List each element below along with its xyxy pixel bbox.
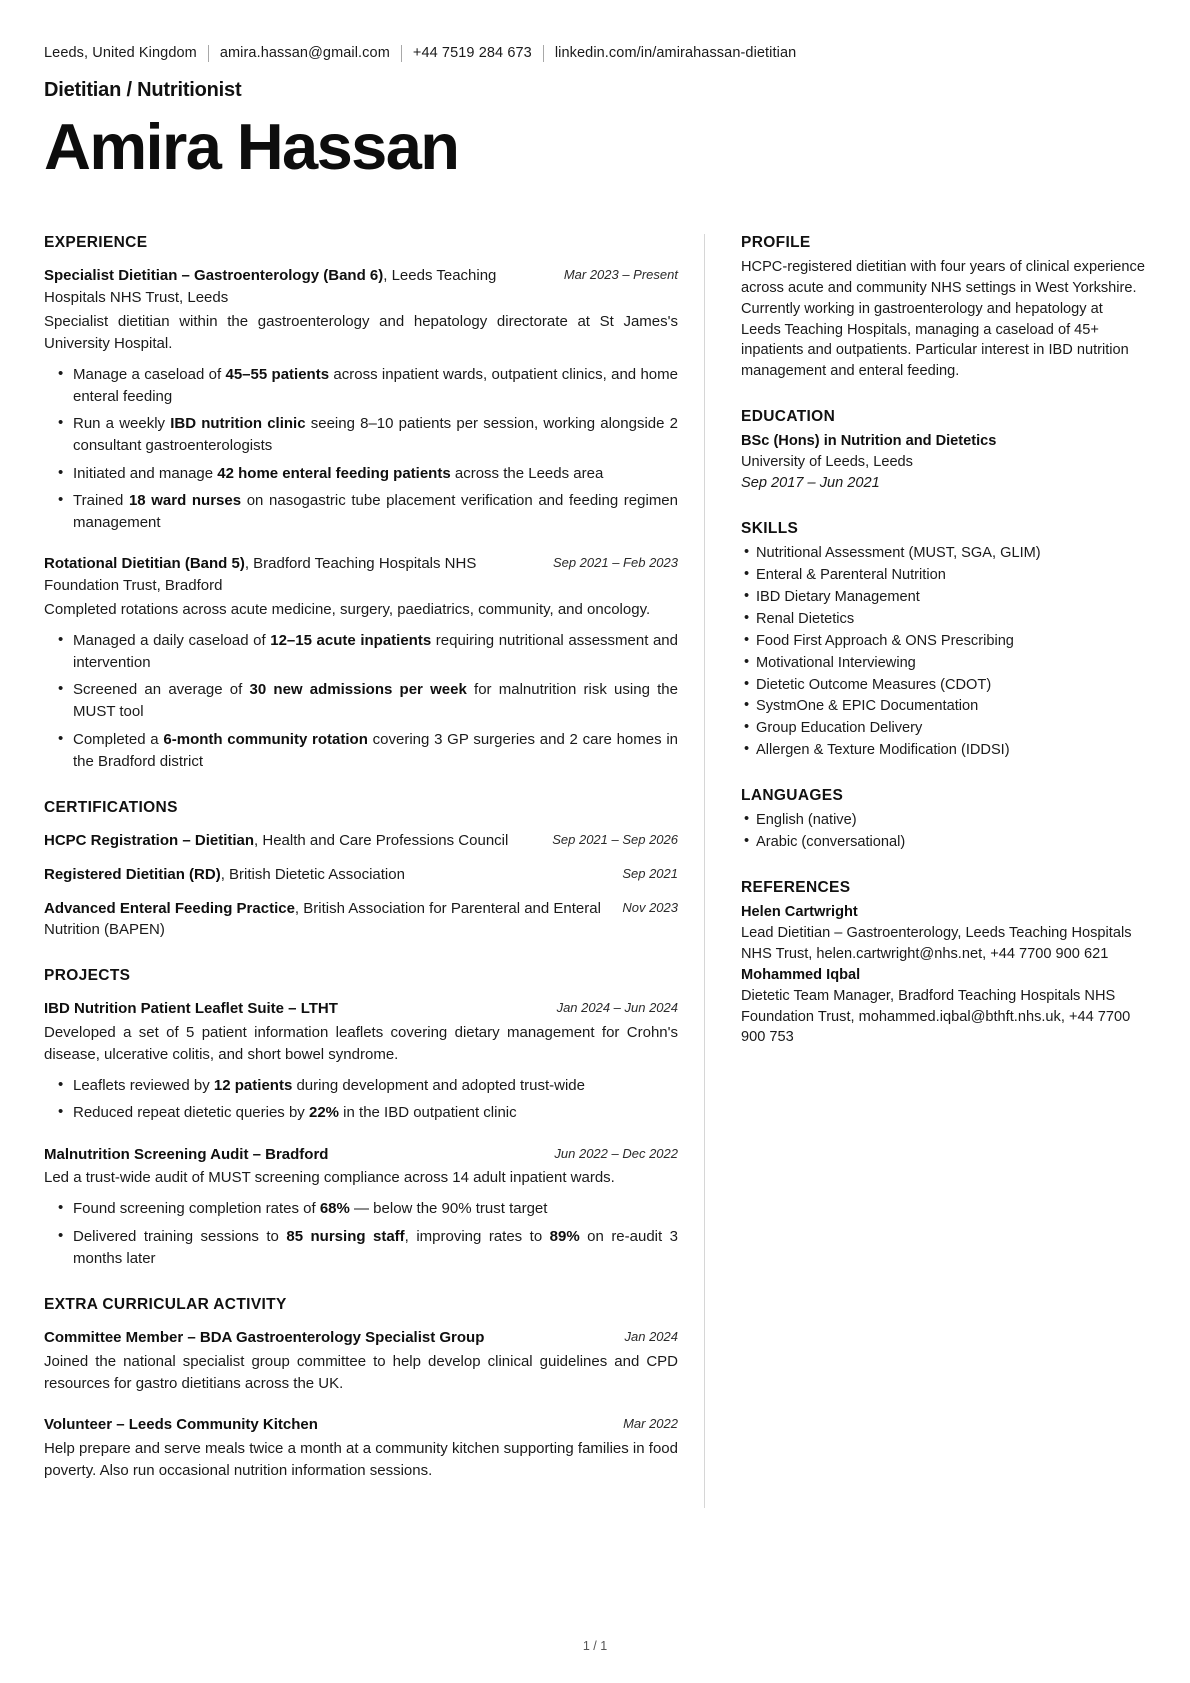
contact-divider bbox=[208, 45, 209, 62]
section-heading-certifications: CERTIFICATIONS bbox=[44, 799, 178, 817]
bullet-post: in the IBD outpatient clinic bbox=[339, 1104, 517, 1122]
bullet-pre: Leaflets reviewed by bbox=[73, 1077, 214, 1095]
section-languages bbox=[741, 787, 1146, 853]
list-item: • English (native) bbox=[756, 810, 1146, 831]
list-item: • Nutritional Assessment (MUST, SGA, GLIM) bbox=[756, 543, 1146, 564]
bullet-bold: 30 new admissions per week bbox=[249, 681, 467, 699]
list-item: • IBD Dietary Management bbox=[756, 587, 1146, 608]
entry-date: Sep 2021 – Feb 2023 bbox=[552, 555, 678, 571]
list-item bbox=[73, 413, 678, 457]
certification-entry bbox=[44, 864, 678, 886]
page-title: Amira Hassan bbox=[44, 109, 459, 183]
contact-divider bbox=[401, 45, 402, 62]
bullet-bold: 12 patients bbox=[213, 1077, 293, 1095]
list-item bbox=[73, 1226, 678, 1270]
entry-title-bold: Advanced Enteral Feeding Practice bbox=[44, 899, 295, 917]
entry-header bbox=[44, 998, 678, 1020]
list-item bbox=[73, 1102, 678, 1124]
reference-entry bbox=[741, 902, 1146, 965]
list-item bbox=[73, 490, 678, 534]
entry-bullet-list bbox=[44, 364, 678, 534]
section-profile bbox=[741, 234, 1146, 382]
bullet-pre: Managed a daily caseload of bbox=[73, 631, 271, 649]
project-entry bbox=[44, 1144, 678, 1271]
contact-location: Leeds, United Kingdom bbox=[44, 45, 197, 61]
entry-date: Jan 2024 bbox=[624, 1329, 678, 1345]
bullet-bold-2: 89% bbox=[549, 1227, 580, 1245]
extra-curricular-entry bbox=[44, 1414, 678, 1482]
project-entry bbox=[44, 998, 678, 1125]
entry-date: Mar 2022 bbox=[623, 1416, 678, 1432]
entry-bullet-list bbox=[44, 630, 678, 773]
section-extra-curricular bbox=[44, 1296, 678, 1482]
entry-title bbox=[44, 553, 541, 597]
section-education bbox=[741, 408, 1146, 494]
bullet-bold: 12–15 acute inpatients bbox=[270, 631, 432, 649]
job-role-title: Dietitian / Nutritionist bbox=[44, 78, 242, 101]
bullet-pre: Found screening completion rates of bbox=[73, 1200, 320, 1218]
list-item: • Group Education Delivery bbox=[756, 718, 1146, 739]
bullet-pre: Trained bbox=[73, 491, 129, 509]
entry-header bbox=[44, 553, 678, 597]
list-item bbox=[73, 364, 678, 408]
section-heading-skills: SKILLS bbox=[741, 520, 799, 538]
entry-title bbox=[44, 265, 552, 309]
resume-body bbox=[44, 234, 1146, 1508]
section-heading-education: EDUCATION bbox=[741, 408, 836, 426]
list-item bbox=[73, 630, 678, 674]
entry-date: Mar 2023 – Present bbox=[563, 267, 678, 283]
entry-header bbox=[44, 898, 678, 942]
entry-title bbox=[44, 864, 610, 886]
page-indicator: 1 / 1 bbox=[582, 1639, 608, 1653]
section-heading-experience: EXPERIENCE bbox=[44, 234, 148, 252]
entry-date: Jun 2022 – Dec 2022 bbox=[554, 1145, 678, 1161]
section-heading-projects: PROJECTS bbox=[44, 967, 131, 985]
education-degree: BSc (Hons) in Nutrition and Dietetics bbox=[741, 433, 997, 450]
list-item bbox=[73, 1198, 678, 1220]
bullet-bold: 22% bbox=[308, 1104, 340, 1122]
list-item bbox=[73, 729, 678, 773]
reference-entry bbox=[741, 965, 1146, 1049]
bullet-post: across the Leeds area bbox=[450, 464, 604, 482]
bullet-post: — below the 90% trust target bbox=[349, 1200, 548, 1218]
entry-title-bold: Volunteer – Leeds Community Kitchen bbox=[44, 1416, 318, 1434]
bullet-bold: 45–55 patients bbox=[225, 365, 330, 383]
list-item: • Arabic (conversational) bbox=[756, 832, 1146, 853]
bullet-pre: Reduced repeat dietetic queries by bbox=[73, 1104, 309, 1122]
entry-bullet-list bbox=[44, 1198, 678, 1270]
list-item bbox=[73, 679, 678, 723]
bullet-post: for malnutrition risk using the MUST tool bbox=[73, 681, 678, 721]
contact-line bbox=[44, 44, 1146, 63]
entry-title bbox=[44, 1144, 542, 1166]
entry-date: Jan 2024 – Jun 2024 bbox=[556, 1000, 678, 1016]
section-heading-profile: PROFILE bbox=[741, 234, 811, 252]
bullet-bold: 85 nursing staff bbox=[286, 1227, 405, 1245]
list-item: • Dietetic Outcome Measures (CDOT) bbox=[756, 675, 1146, 696]
entry-title-rest: , Health and Care Professions Council bbox=[254, 832, 509, 850]
entry-title bbox=[44, 998, 545, 1020]
experience-entry bbox=[44, 553, 678, 773]
entry-title-rest: , Bradford Teaching Hospitals NHS Foundation Trust, Bradford bbox=[44, 555, 477, 594]
entry-header bbox=[44, 1144, 678, 1166]
entry-description: Help prepare and serve meals twice a month at a community kitchen supporting families in food poverty. Also run occasional nutrition information sessions. bbox=[44, 1439, 678, 1480]
reference-detail: Lead Dietitian – Gastroenterology, Leeds Teaching Hospitals NHS Trust, helen.cartwright@nhs.net, +44 7700 900 621 bbox=[741, 924, 1132, 962]
extra-curricular-entry bbox=[44, 1327, 678, 1395]
entry-date: Nov 2023 bbox=[622, 899, 678, 915]
section-heading-languages: LANGUAGES bbox=[741, 786, 844, 804]
list-item: • Allergen & Texture Modification (IDDSI) bbox=[756, 740, 1146, 761]
education-dates: Sep 2017 – Jun 2021 bbox=[741, 475, 880, 492]
section-heading-extra-curricular: EXTRA CURRICULAR ACTIVITY bbox=[44, 1296, 287, 1314]
bullet-post: , improving rates to bbox=[404, 1227, 550, 1245]
entry-bullet-list bbox=[44, 1075, 678, 1124]
entry-title-bold: HCPC Registration – Dietitian bbox=[44, 832, 255, 850]
entry-description: Joined the national specialist group committee to help develop clinical guidelines and CPD resources for gastro dietitians across the UK. bbox=[44, 1352, 678, 1392]
reference-detail: Dietetic Team Manager, Bradford Teaching Hospitals NHS Foundation Trust, mohammed.iqbal@bthft.nhs.uk, +44 7700 900 753 bbox=[741, 987, 1131, 1046]
entry-title bbox=[44, 898, 610, 942]
entry-title bbox=[44, 830, 540, 852]
list-item bbox=[73, 463, 678, 485]
bullet-pre: Delivered training sessions to bbox=[73, 1227, 287, 1245]
entry-header bbox=[44, 830, 678, 852]
list-item: • Food First Approach & ONS Prescribing bbox=[756, 631, 1146, 652]
list-item bbox=[73, 1075, 678, 1097]
languages-list bbox=[741, 810, 1146, 853]
bullet-pre: Run a weekly bbox=[73, 415, 171, 433]
bullet-post: during development and adopted trust-wide bbox=[292, 1077, 585, 1095]
list-item: • Renal Dietetics bbox=[756, 609, 1146, 630]
bullet-post: requiring nutritional assessment and intervention bbox=[73, 631, 678, 672]
bullet-post: on nasogastric tube placement verification and feeding regimen management bbox=[73, 491, 678, 532]
section-heading-references: REFERENCES bbox=[741, 878, 851, 896]
entry-description: Led a trust-wide audit of MUST screening compliance across 14 adult inpatient wards. bbox=[44, 1169, 615, 1187]
bullet-pre: Screened an average of bbox=[73, 681, 250, 699]
section-experience bbox=[44, 234, 678, 773]
entry-title bbox=[44, 1327, 613, 1349]
entry-title-rest: , British Dietetic Association bbox=[220, 865, 405, 883]
entry-date: Sep 2021 – Sep 2026 bbox=[552, 832, 678, 848]
bullet-pre: Manage a caseload of bbox=[73, 365, 226, 383]
certification-entry bbox=[44, 898, 678, 942]
skills-list bbox=[741, 543, 1146, 761]
sidebar-column bbox=[705, 234, 1146, 1508]
section-references bbox=[741, 879, 1146, 1049]
entry-header bbox=[44, 1327, 678, 1349]
entry-title-bold: Rotational Dietitian (Band 5) bbox=[44, 555, 245, 573]
entry-title bbox=[44, 1414, 611, 1436]
reference-name: Mohammed Iqbal bbox=[741, 966, 861, 983]
entry-description: Developed a set of 5 patient information leaflets covering dietary management for Crohn's disease, ulcerative colitis, and short bowel syndrome. bbox=[44, 1023, 678, 1063]
bullet-post: covering 3 GP surgeries and 2 care homes in the Bradford district bbox=[73, 730, 679, 770]
education-institution: University of Leeds, Leeds bbox=[741, 454, 913, 471]
entry-title-bold: Malnutrition Screening Audit – Bradford bbox=[44, 1145, 329, 1163]
entry-date: Sep 2021 bbox=[622, 865, 678, 881]
bullet-post: across inpatient wards, outpatient clinics, and home enteral feeding bbox=[73, 365, 678, 406]
entry-description: Specialist dietitian within the gastroenterology and hepatology directorate at St James's University Hospital. bbox=[44, 312, 678, 352]
bullet-bold: 18 ward nurses bbox=[128, 491, 242, 509]
profile-text: HCPC-registered dietitian with four years of clinical experience across acute and community NHS settings in West Yorkshire. Currently working in gastroenterology and hepatology at Leeds Teaching Hospitals, managing a caseload of 45+ inpatients and outpatients. Particular interest in IBD nutrition management and enteral feeding. bbox=[741, 259, 1145, 380]
entry-title-bold: Committee Member – BDA Gastroenterology Specialist Group bbox=[44, 1329, 485, 1347]
experience-entry bbox=[44, 265, 678, 534]
contact-divider bbox=[543, 45, 544, 62]
contact-email[interactable]: amira.hassan@gmail.com bbox=[219, 45, 390, 61]
contact-linkedin[interactable]: linkedin.com/in/amirahassan-dietitian bbox=[554, 45, 797, 61]
bullet-bold: IBD nutrition clinic bbox=[170, 415, 306, 433]
reference-name: Helen Cartwright bbox=[741, 903, 858, 920]
list-item: • Motivational Interviewing bbox=[756, 653, 1146, 674]
entry-title-rest: , Leeds Teaching Hospitals NHS Trust, Leeds bbox=[44, 267, 497, 306]
contact-phone[interactable]: +44 7519 284 673 bbox=[412, 45, 532, 61]
entry-header bbox=[44, 1414, 678, 1436]
bullet-post-2: on re-audit 3 months later bbox=[73, 1227, 678, 1267]
bullet-post: seeing 8–10 patients per session, working alongside 2 consultant gastroenterologists bbox=[73, 415, 678, 455]
section-projects bbox=[44, 967, 678, 1270]
bullet-bold: 6-month community rotation bbox=[163, 730, 368, 748]
entry-header bbox=[44, 864, 678, 886]
section-skills bbox=[741, 520, 1146, 761]
section-certifications bbox=[44, 799, 678, 941]
entry-title-bold: Specialist Dietitian – Gastroenterology (Band 6) bbox=[44, 267, 384, 285]
entry-description: Completed rotations across acute medicine, surgery, paediatrics, community, and oncology. bbox=[44, 600, 651, 618]
certification-entry bbox=[44, 830, 678, 852]
bullet-bold: 68% bbox=[319, 1200, 350, 1218]
entry-title-bold: IBD Nutrition Patient Leaflet Suite – LTHT bbox=[44, 1000, 338, 1018]
entry-title-bold: Registered Dietitian (RD) bbox=[44, 865, 221, 883]
list-item: • SystmOne & EPIC Documentation bbox=[756, 696, 1146, 717]
entry-header bbox=[44, 265, 678, 309]
bullet-pre: Completed a bbox=[73, 730, 164, 748]
list-item: • Enteral & Parenteral Nutrition bbox=[756, 565, 1146, 586]
entry-title-rest: , British Association for Parenteral and Enteral Nutrition (BAPEN) bbox=[44, 899, 601, 939]
main-column bbox=[44, 234, 704, 1508]
bullet-pre: Initiated and manage bbox=[73, 464, 218, 482]
bullet-bold: 42 home enteral feeding patients bbox=[217, 464, 451, 482]
